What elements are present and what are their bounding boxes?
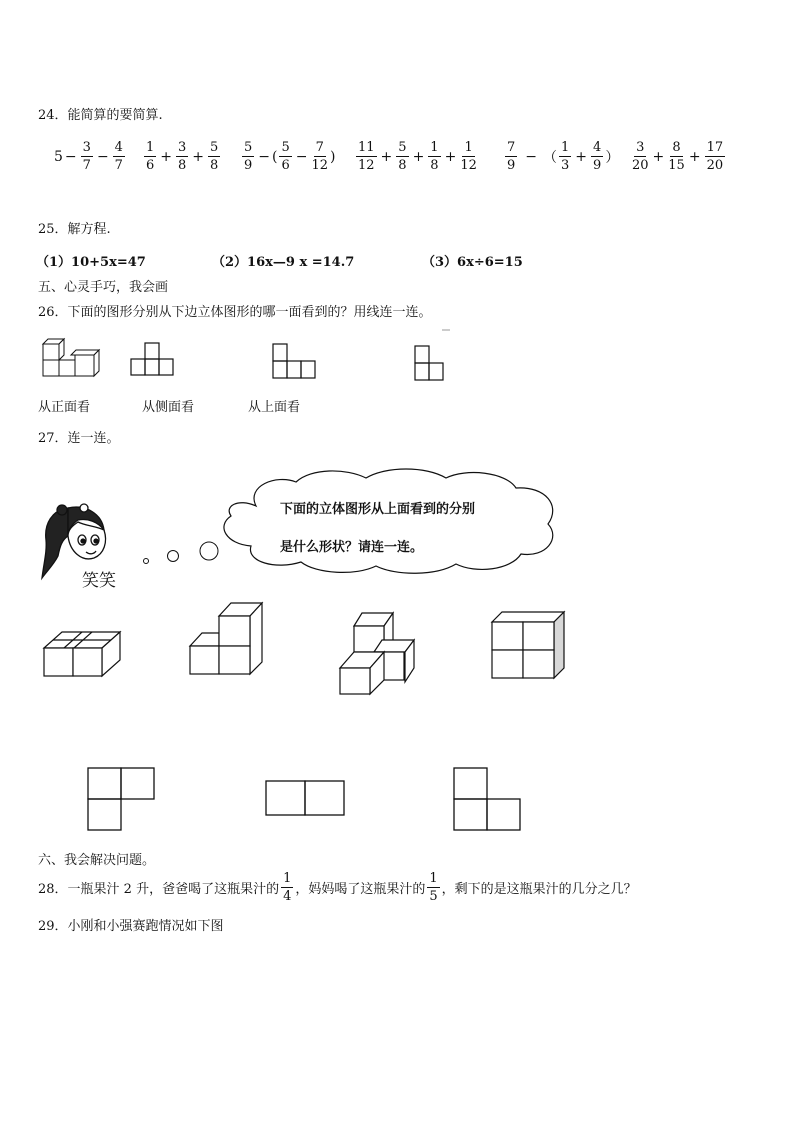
- left-paren: （: [543, 149, 558, 166]
- thought-bubbles: [140, 540, 220, 570]
- operator: +: [575, 148, 588, 165]
- q27-view-shape-2: [264, 779, 346, 819]
- fraction: [312, 141, 329, 172]
- girl-label: 笑笑: [82, 571, 116, 591]
- fraction: [705, 141, 726, 172]
- numerator: 7: [315, 140, 324, 155]
- whole-number: 5: [54, 148, 63, 165]
- numerator: 5: [244, 140, 253, 155]
- denominator: 9: [507, 158, 516, 173]
- numerator: 7: [507, 140, 516, 155]
- q24-expr-2: [142, 141, 222, 172]
- q28-text-part-1: 28．一瓶果汁 2 升，爸爸喝了这瓶果汁的: [38, 882, 280, 897]
- q26-view-shape-1: [130, 342, 180, 378]
- denominator: 20: [632, 158, 649, 173]
- operator: −: [96, 148, 109, 165]
- q26-label-front: 从正面看: [38, 400, 91, 415]
- q26-view-shape-2: [272, 343, 320, 379]
- numerator: 3: [82, 140, 91, 155]
- q24-title: 24．能简算的要简算.: [38, 108, 163, 123]
- q29-title: 29．小刚和小强赛跑情况如下图: [38, 919, 224, 934]
- denominator: 12: [460, 158, 477, 173]
- left-paren: (: [272, 148, 278, 165]
- q26-label-top: 从上面看: [248, 400, 301, 415]
- q28-text-part-2: ，妈妈喝了这瓶果汁的: [295, 882, 426, 897]
- denominator: 5: [429, 889, 438, 904]
- numerator: 4: [593, 140, 602, 155]
- denominator: 8: [430, 158, 439, 173]
- numerator: 1: [429, 871, 438, 886]
- operator: +: [652, 148, 665, 165]
- numerator: 1: [464, 140, 473, 155]
- numerator: 1: [430, 140, 439, 155]
- fraction: [460, 141, 477, 172]
- fraction: [668, 141, 685, 172]
- q24-expr-1: [54, 141, 127, 172]
- operator: −: [525, 148, 538, 165]
- fraction: [505, 141, 517, 172]
- fraction: [208, 141, 220, 172]
- denominator: 9: [244, 158, 253, 173]
- fraction: [176, 141, 188, 172]
- operator: +: [688, 148, 701, 165]
- denominator: 7: [114, 158, 123, 173]
- cloud-text-line-1: 下面的立体图形从上面看到的分别: [280, 502, 476, 517]
- q27-view-shape-1: [86, 766, 158, 832]
- operator: −: [295, 148, 308, 165]
- denominator: 8: [178, 158, 187, 173]
- fraction: [281, 872, 293, 903]
- denominator: 8: [210, 158, 219, 173]
- q24-expr-5: [503, 141, 619, 172]
- q27-solid-figure-1: [42, 618, 124, 678]
- numerator: 17: [706, 140, 724, 155]
- q25-equation-1: （1）10+5x=47: [36, 255, 146, 270]
- fraction: [242, 141, 254, 172]
- denominator: 20: [706, 158, 724, 173]
- section-6-heading: 六、我会解决问题。: [38, 853, 156, 868]
- q25-title: 25．解方程.: [38, 222, 111, 237]
- denominator: 4: [283, 889, 292, 904]
- fraction: [279, 141, 291, 172]
- right-paren: ): [330, 148, 336, 165]
- numerator: 8: [672, 140, 681, 155]
- denominator: 9: [593, 158, 602, 173]
- q27-solid-figure-2: [188, 600, 268, 678]
- q27-solid-figure-4: [490, 608, 570, 680]
- q28-text-part-3: ，剩下的是这瓶果汁的几分之几？: [441, 882, 637, 897]
- fraction: [113, 141, 125, 172]
- fraction: [81, 141, 93, 172]
- operator: +: [412, 148, 425, 165]
- q25-equation-2: （2）16x—9 x =14.7: [212, 255, 355, 270]
- q24-expr-3: [240, 141, 336, 172]
- q24-expr-4: [354, 141, 479, 172]
- numerator: 5: [281, 140, 290, 155]
- fraction: [144, 141, 156, 172]
- denominator: 7: [82, 158, 91, 173]
- cloud-text-line-2: 是什么形状？请连一连。: [280, 540, 424, 555]
- denominator: 3: [561, 158, 570, 173]
- denominator: 12: [311, 158, 329, 173]
- denominator: 12: [358, 158, 375, 173]
- numerator: 5: [398, 140, 407, 155]
- operator: +: [444, 148, 457, 165]
- numerator: 4: [114, 140, 123, 155]
- q26-label-side: 从侧面看: [142, 400, 195, 415]
- fraction: [427, 872, 439, 903]
- fraction: [632, 141, 649, 172]
- numerator: 1: [283, 871, 292, 886]
- operator: −: [258, 148, 271, 165]
- fraction: [591, 141, 603, 172]
- numerator: 5: [210, 140, 219, 155]
- denominator: 15: [668, 158, 685, 173]
- operator: −: [64, 148, 77, 165]
- fraction: [356, 141, 377, 172]
- q27-title: 27．连一连。: [38, 431, 120, 446]
- numerator: 11: [358, 140, 375, 155]
- operator: +: [192, 148, 205, 165]
- fraction: [559, 141, 571, 172]
- numerator: 1: [561, 140, 570, 155]
- q25-equation-3: （3）6x÷6=15: [422, 255, 523, 270]
- numerator: 1: [146, 140, 155, 155]
- numerator: 3: [636, 140, 645, 155]
- q26-view-shape-3: [414, 345, 450, 385]
- q26-title: 26．下面的图形分别从下边立体图形的哪一面看到的？用线连一连。: [38, 305, 432, 320]
- q26-solid-figure: [40, 338, 102, 378]
- denominator: 6: [281, 158, 290, 173]
- speech-cloud: [216, 466, 566, 576]
- fraction: [396, 141, 408, 172]
- operator: +: [160, 148, 173, 165]
- section-5-heading: 五、心灵手巧，我会画: [38, 280, 169, 295]
- right-paren: ）: [605, 149, 620, 166]
- q24-expr-6: [630, 141, 727, 172]
- q27-view-shape-3: [452, 766, 524, 832]
- denominator: 6: [146, 158, 155, 173]
- denominator: 8: [398, 158, 407, 173]
- operator: +: [380, 148, 393, 165]
- q28-question: [38, 872, 637, 903]
- q27-solid-figure-3: [338, 610, 420, 698]
- numerator: 3: [178, 140, 187, 155]
- fraction: [428, 141, 440, 172]
